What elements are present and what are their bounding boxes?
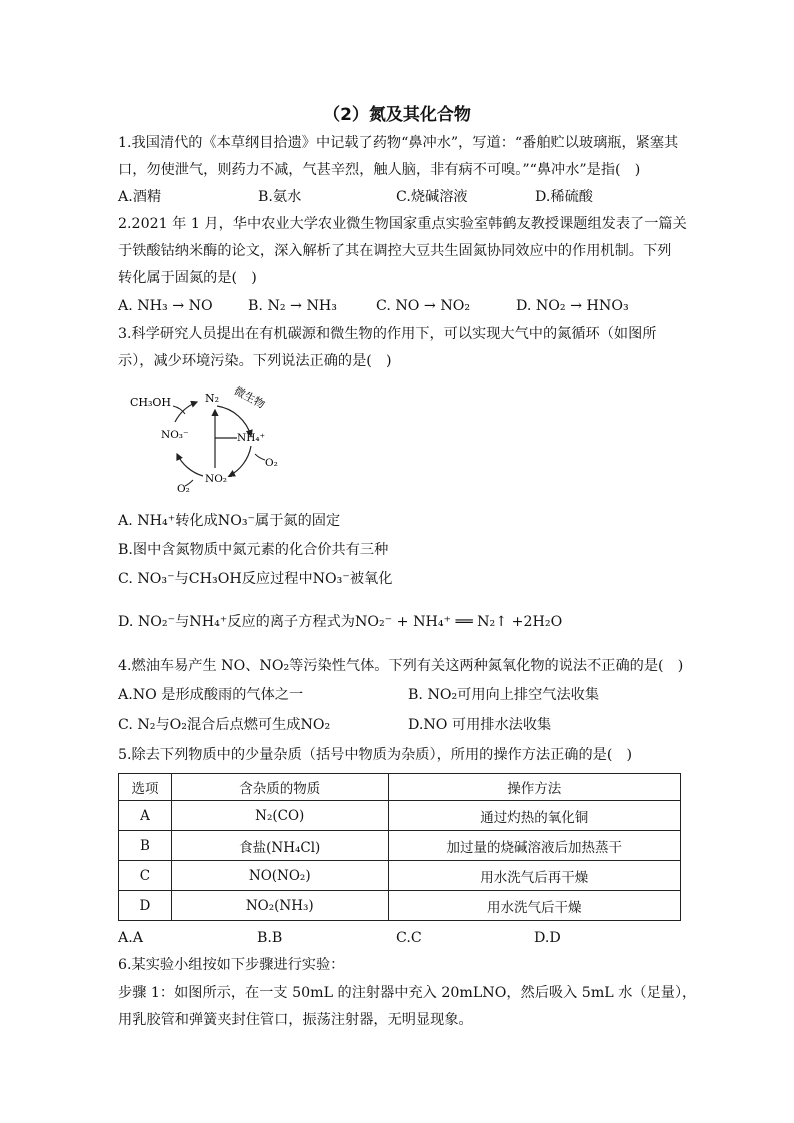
header-substance: 含杂质的物质 — [171, 774, 388, 801]
q4-line-1: 4.燃油车易产生 NO、NO₂等污染性气体。下列有关这两种氮氧化物的说法不正确的是( ) — [118, 658, 684, 674]
nh4-label: NH₄⁺ — [237, 432, 266, 444]
n2-label: N₂ — [205, 392, 220, 405]
page-title: （2）氮及其化合物 — [323, 105, 471, 125]
table-row — [119, 801, 681, 831]
q1-option-b: B.氨水 — [258, 189, 302, 205]
row-d-option: D — [119, 891, 172, 921]
q2-option-b: B. N₂ → NH₃ — [248, 298, 337, 314]
q2-line-3: 转化属于固氮的是( ) — [118, 270, 257, 286]
table-row — [119, 861, 681, 891]
q1-line-1: 1.我国清代的《本草纲目拾遗》中记载了药物“鼻冲水”，写道：“番舶贮以玻璃瓶，紧塞其 — [118, 135, 679, 151]
arrow-nh4-to-no2 — [229, 446, 251, 476]
row-d-substance: NO₂(NH₃) — [171, 891, 388, 921]
row-a-option: A — [119, 801, 172, 831]
row-b-substance: 食盐(NH₄Cl) — [171, 831, 388, 861]
q4-option-a: A.NO 是形成酸雨的气体之一 — [118, 687, 304, 703]
q3-option-d: D. NO₂⁻与NH₄⁺反应的离子方程式为NO₂⁻ + NH₄⁺ ══ N₂↑ +2H₂O — [118, 614, 563, 630]
q3-option-b: B.图中含氮物质中氮元素的化合价共有三种 — [118, 542, 389, 558]
q4-option-b: B. NO₂可用向上排空气法收集 — [408, 687, 600, 703]
q5-option-a: A.A — [118, 930, 144, 946]
table-row — [119, 891, 681, 921]
row-a-method: 通过灼热的氧化铜 — [388, 801, 680, 831]
q5-line-1: 5.除去下列物质中的少量杂质（括号中物质为杂质），所用的操作方法正确的是( ) — [118, 747, 633, 763]
o2-bottom-label: O₂ — [177, 483, 190, 494]
q2-option-d: D. NO₂ → HNO₃ — [516, 298, 629, 314]
row-c-option: C — [119, 861, 172, 891]
q1-option-a: A.酒精 — [118, 189, 162, 205]
o2-right-label: O₂ — [265, 457, 278, 469]
q4-option-d: D.NO 可用排水法收集 — [408, 717, 552, 733]
q3-line-1: 3.科学研究人员提出在有机碳源和微生物的作用下，可以实现大气中的氮循环（如图所 — [118, 326, 657, 342]
microbe-label: 微生物 — [231, 384, 268, 412]
row-c-substance: NO(NO₂) — [171, 861, 388, 891]
o2-right-input-line — [255, 454, 265, 460]
arrow-no3-to-n2 — [175, 402, 197, 422]
row-c-method: 用水洗气后再干燥 — [388, 861, 680, 891]
q1-option-d: D.稀硫酸 — [535, 189, 593, 205]
table-row — [119, 831, 681, 861]
nitrogen-cycle-diagram — [125, 384, 290, 494]
q6-line-2: 步骤 1：如图所示，在一支 50mL 的注射器中充入 20mLNO，然后吸入 5mL 水（足量）， — [118, 985, 697, 1001]
row-d-method: 用水洗气后干燥 — [388, 891, 680, 921]
arrow-no2-to-no3 — [177, 454, 203, 476]
header-method: 操作方法 — [388, 774, 680, 801]
q3-line-2: 示），减少环境污染。下列说法正确的是( ) — [118, 353, 392, 369]
q2-option-a: A. NH₃ → NO — [118, 298, 213, 314]
row-b-method: 加过量的烧碱溶液后加热蒸干 — [388, 831, 680, 861]
no2-label: NO₂⁻ — [205, 473, 233, 485]
q6-line-3: 用乳胶管和弹簧夹封住管口，振荡注射器，无明显现象。 — [118, 1012, 473, 1028]
row-a-substance: N₂(CO) — [171, 801, 388, 831]
q1-line-2: 口，勿使泄气，则药力不减，气甚辛烈，触人脑，非有病不可嗅。”“鼻冲水”是指( ) — [118, 162, 641, 178]
ch3oh-label: CH₃OH — [130, 396, 172, 409]
q2-line-2: 于铁酸钴纳米酶的论文，深入解析了其在调控大豆共生固氮协同效应中的作用机制。下列 — [118, 243, 672, 259]
row-b-option: B — [119, 831, 172, 861]
q3-option-c: C. NO₃⁻与CH₃OH反应过程中NO₃⁻被氧化 — [118, 571, 393, 587]
q1-option-c: C.烧碱溶液 — [396, 189, 468, 205]
q4-option-c: C. N₂与O₂混合后点燃可生成NO₂ — [118, 717, 331, 733]
q5-option-c: C.C — [396, 930, 422, 946]
no3-label: NO₃⁻ — [161, 429, 189, 441]
q5-option-b: B.B — [257, 930, 283, 946]
q3-option-a: A. NH₄⁺转化成NO₃⁻属于氮的固定 — [118, 513, 341, 529]
q2-line-1: 2.2021 年 1 月，华中农业大学农业微生物国家重点实验室韩鹤友教授课题组发表了一篇关 — [118, 216, 687, 232]
header-option: 选项 — [119, 774, 172, 801]
q5-table — [118, 773, 681, 921]
table-header-row — [119, 774, 681, 801]
q6-line-1: 6.某实验小组按如下步骤进行实验： — [118, 957, 345, 973]
q2-option-c: C. NO → NO₂ — [376, 298, 471, 314]
q5-option-d: D.D — [534, 930, 561, 946]
